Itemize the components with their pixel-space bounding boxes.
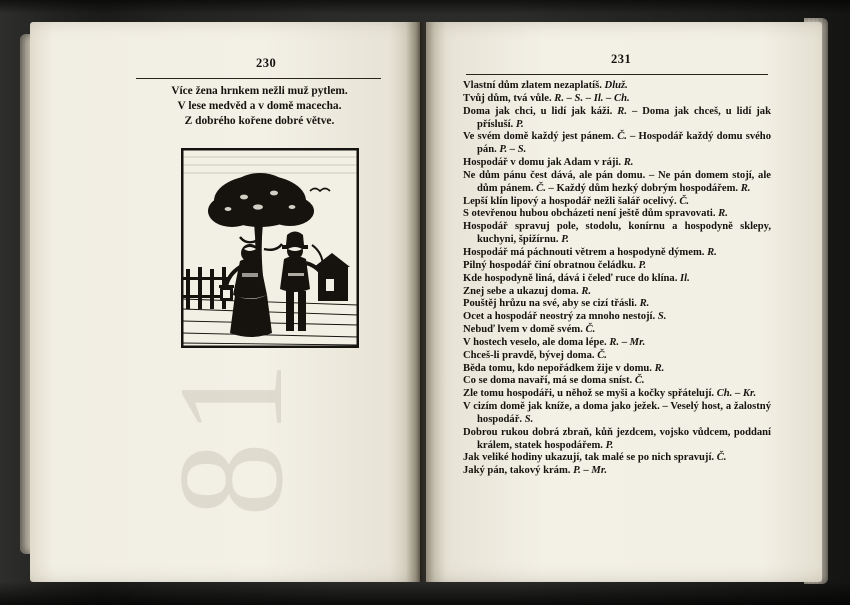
proverb-entry: Znej sebe a ukazuj doma. R. xyxy=(463,285,592,297)
woodcut-illustration xyxy=(181,148,359,348)
proverb-entry: Běda tomu, kdo nepořádkem žije v domu. R. xyxy=(463,362,665,374)
proverb-entry: Doma jak chci, u lidí jak káži. R. – Doma jak chceš, u lidí jak přísluší. P. xyxy=(463,105,771,130)
proverb-entry: Hospodář spravuj pole, stodolu, konírnu a hospodyně sklepy, kuchyni, špižírnu. P. xyxy=(463,221,771,246)
proverb-entry: Dobrou rukou dobrá zbraň, kůň jezdcem, vojsko vůdcem, poddaní králem, statek hospodářem. P. xyxy=(463,426,771,451)
proverb-entry: Hospodář má páchnouti větrem a hospodyně dýmem. R. xyxy=(463,246,717,258)
proverb-list xyxy=(463,80,771,478)
verse-line-3: Z dobrého kořene dobré větve. xyxy=(184,115,335,128)
proverb-entry: Jaký pán, takový krám. P. – Mr. xyxy=(463,465,608,477)
proverb-entry: Lepší klín lipový a hospodář nežli šalář ocelivý. Č. xyxy=(463,195,690,207)
proverb-entry: V hostech veselo, ale doma lépe. R. – Mr. xyxy=(463,336,646,348)
woodcut-image xyxy=(182,149,358,347)
proverb-entry: Ve svém domě každý jest pánem. Č. – Hospodář každý domu svého pán. P. – S. xyxy=(463,131,772,156)
book-gutter-shadow xyxy=(406,22,434,582)
header-rule-left xyxy=(136,78,381,79)
verse-block xyxy=(132,84,387,130)
proverb-entry: Tvůj dům, tvá vůle. R. – S. – Il. – Ch. xyxy=(463,92,630,104)
proverb-entry: Vlastní dům zlatem nezaplatíš. Dluž. xyxy=(463,80,628,91)
proverb-entry: Pouštěj hrůzu na své, aby se cizí třásli. R. xyxy=(463,298,650,310)
proverb-entry: Nebuď lvem v domě svém. Č. xyxy=(463,324,596,336)
bleed-through-watermark: 81 xyxy=(148,355,314,517)
top-shadow xyxy=(0,0,850,14)
page-number-right: 231 xyxy=(611,52,632,66)
proverb-entry: Kde hospodyně liná, dává i čeleď ruce do klína. Il. xyxy=(463,272,690,284)
proverb-entry: Chceš-li pravdě, bývej doma. Č. xyxy=(463,349,607,361)
proverb-entry: Co se doma navaří, má se doma sníst. Č. xyxy=(463,375,645,387)
proverb-entry: Zle tomu hospodáři, u něhož se myši a kočky spřátelují. Ch. – Kr. xyxy=(463,388,757,400)
bottom-shadow xyxy=(0,581,850,605)
proverb-entry: V cizím domě jak kníže, a doma jako ježek. – Veselý host, a žalostný hospodář. S. xyxy=(463,401,771,425)
header-rule-right xyxy=(466,74,768,75)
page-number-left: 230 xyxy=(256,56,277,70)
verse-line-2: V lese medvěd a v domě macecha. xyxy=(177,100,342,113)
proverb-entry: S otevřenou hubou obcházeti není ještě dům spravovati. R. xyxy=(463,208,728,220)
proverb-entry: Jak veliké hodiny ukazují, tak malé se po nich spravují. Č. xyxy=(463,452,727,464)
open-book xyxy=(26,8,826,593)
proverb-entry: Pilný hospodář činí obratnou čeládku. P. xyxy=(463,259,647,271)
proverb-entry: Hospodář v domu jak Adam v ráji. R. xyxy=(463,157,634,169)
verse-line-1: Více žena hrnkem nežli muž pytlem. xyxy=(171,85,348,97)
proverb-entry: Ne dům pánu čest dává, ale pán domu. – Ne pán domem stojí, ale dům pánem. Č. – Každý dům hezký dobrým hospodářem. R. xyxy=(463,169,771,194)
proverb-entry: Ocet a hospodář neostrý za mnoho nestojí. S. xyxy=(463,311,667,323)
